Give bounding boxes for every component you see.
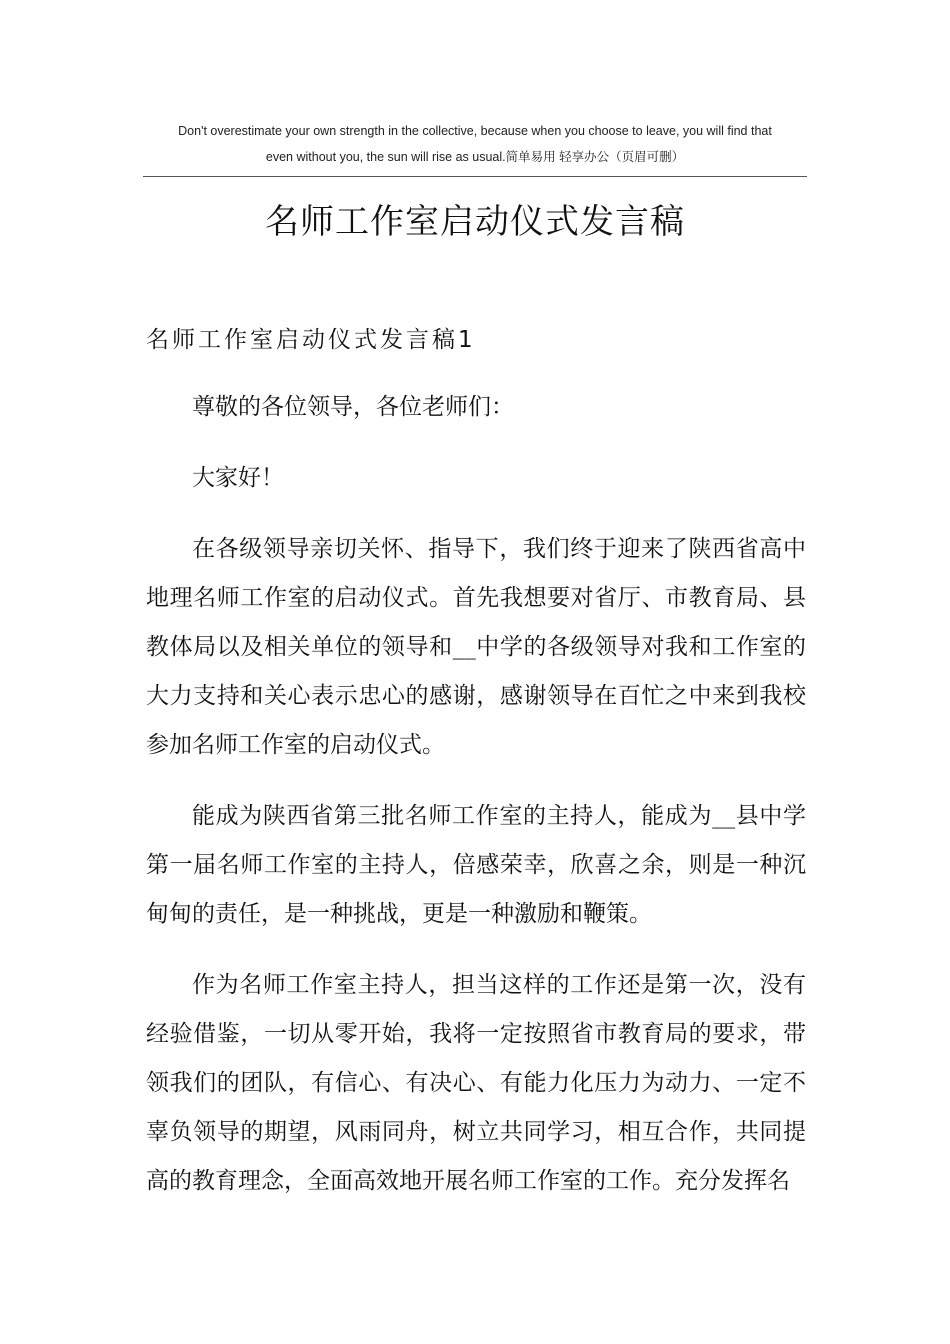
header-line-1: Don't overestimate your own strength in the collective, because when you choose to leave, you will find that	[178, 124, 772, 138]
paragraph: 在各级领导亲切关怀、指导下，我们终于迎来了陕西省高中地理名师工作室的启动仪式。首先我想要对省厅、市教育局、县教体局以及相关单位的领导和__中学的各级领导对我和工作室的大力支持和关心表示忠心的感谢，感谢领导在百忙之中来到我校参加名师工作室的启动仪式。	[146, 536, 806, 758]
document-title: 名师工作室启动仪式发言稿	[265, 202, 685, 242]
document-body	[146, 383, 806, 1228]
page-header	[143, 118, 807, 170]
section-heading: 名师工作室启动仪式发言稿1	[146, 327, 476, 353]
paragraph-salutation: 尊敬的各位领导，各位老师们：	[192, 394, 514, 420]
paragraph-greeting: 大家好！	[192, 465, 284, 491]
header-line-2: even without you, the sun will rise as usual.简单易用 轻享办公（页眉可删）	[265, 150, 685, 164]
paragraph: 作为名师工作室主持人，担当这样的工作还是第一次，没有经验借鉴，一切从零开始，我将一定按照省市教育局的要求，带领我们的团队，有信心、有决心、有能力化压力为动力、一定不辜负领导的期望，风雨同舟，树立共同学习，相互合作，共同提高的教育理念，全面高效地开展名师工作室的工作。充分发挥名	[146, 972, 806, 1194]
header-divider	[143, 176, 807, 177]
paragraph: 能成为陕西省第三批名师工作室的主持人，能成为__县中学第一届名师工作室的主持人，倍感荣幸，欣喜之余，则是一种沉甸甸的责任，是一种挑战，更是一种激励和鞭策。	[146, 803, 806, 927]
